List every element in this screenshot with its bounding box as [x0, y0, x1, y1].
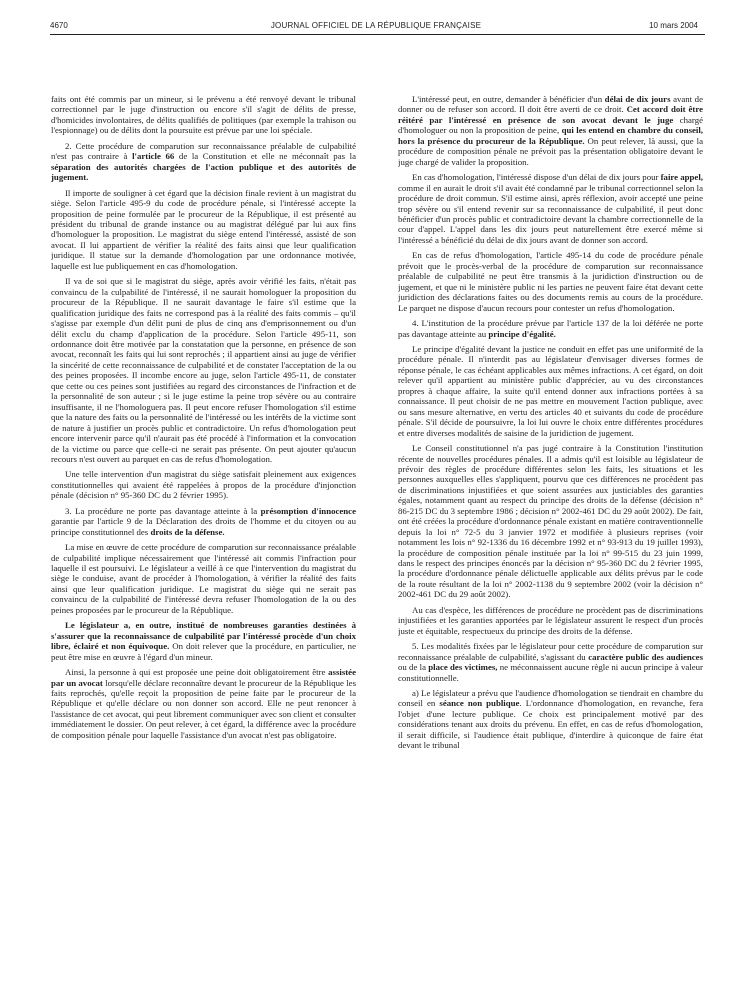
text-run: L'intéressé peut, en outre, demander à bénéficier d'un — [412, 94, 605, 104]
left-column — [51, 94, 356, 984]
text-run: Ainsi, la personne à qui est proposée une peine doit obligatoirement être — [65, 667, 329, 678]
bold-text: Cet accord doit être réitéré par l'intéressé en présence de son avocat devant le juge — [398, 104, 703, 125]
paragraph — [51, 188, 356, 272]
text-run: lorsqu'elle déclare reconnaître devant le procureur de la République les faits reprochés, qu'elle reçoit la proposition de peine faite par le procureur de la République et qu'elle déclare ou non donner son accord. Elle ne peut renoncer à l'assistance de cet avocat, qui peut librement communiquer avec son client et consulter immédiatement le dossier. On peut relever, à cet égard, la différence avec la procédure de composition pénale pour laquelle l'assistance d'un avocat n'est pas obligatoire. — [51, 677, 356, 740]
text-run: Le principe d'égalité devant la justice ne conduit en effet pas une uniformité de la procédure pénale. Il n'interdit pas au législateur d'envisager diverses formes de réponse pénale, le cas échéant applicables aux mêmes infractions. A cet égard, on doit relever qu'il appartient au ministère public d'apprécier, au vu des circonstances propres à chaque affaire, la suite qu'il entend donner aux infractions portées à sa connaissance. Il peut choisir de ne pas mettre en mouvement l'action publique, avec ou sans mesure alternative, en vertu des articles 40 et suivants du code de procédure pénale. S'il décide de poursuivre, la loi lui ouvre le choix entre différentes procédures et entre diverses modalités de saisine de la juridiction de jugement. — [398, 343, 703, 438]
text-run: En cas d'homologation, l'intéressé dispose d'un délai de dix jours pour — [412, 172, 661, 183]
paragraph — [398, 250, 703, 313]
text-run: chargé d'homologuer ou non la proposition de peine, — [398, 114, 703, 136]
bold-text: présomption d'innocence — [260, 505, 356, 516]
paragraph — [398, 344, 703, 438]
text-run: Une telle intervention d'un magistrat du siège satisfait pleinement aux exigences constitutionnelles qui avaient été rappelées à propos de la procédure d'injonction pénale (décision n° 95-360 DC du 2 février 1995). — [51, 469, 356, 501]
paragraph — [51, 141, 356, 183]
bold-text: qui les entend en chambre du conseil, hors la présence du procureur de la République. — [398, 125, 703, 146]
paragraph — [398, 641, 703, 683]
text-run: Il va de soi que si le magistrat du siège, après avoir vérifié les faits, n'était pas convaincu de la culpabilité de l'intéressé, il ne saurait homologuer la proposition du procureur de la République. Il ne saurait davantage le faire s'il estime que la qualification juridique des faits ne correspond pas à la réalité des faits commis – qu'il s'agisse par exemple d'un délit puni de plus de cinq ans d'emprisonnement ou d'un délit exclu du champ d'application de la procédure. Selon l'article 495-11, son ordonnance doit être motivée par la constatation que la personne, en présence de son avocat, reconnaît les faits qui lui sont reprochés ; il appartient ainsi au juge de vérifier la sincérité de cette reconnaissance de culpabilité et de constater l'acceptation de la ou des peines proposées. Il incombe encore au juge, selon l'article 495-11, de constater que cette ou ces peines sont justifiées au regard des circonstances de l'infraction et de la personnalité de son auteur ; si le juge estime la peine trop sévère ou au contraire insuffisante, il ne l'homologuera pas. Il peut encore refuser l'homologation s'il estime que la nature des faits ou la personnalité de l'intéressé ou les intérêts de la victime sont de nature à justifier un procès public et contradictoire. Un refus d'homologation peut encore intervenir parce qu'il n'aurait pas été procédé à l'information et la convocation de la victime ou parce que celle-ci ne serait pas présente. On peut ajouter qu'aucun recours n'est ouvert au parquet en cas de refus d'homologation. — [51, 276, 356, 464]
bold-text: l'article 66 — [132, 151, 175, 162]
bold-text: Le législateur a, en outre, institué de nombreuses garanties destinées à s'assurer que la reconnaissance de culpabilité par l'intéressé procède d'un choix libre, éclairé et non équivoque. — [51, 620, 356, 652]
paragraph — [51, 506, 356, 537]
paragraph — [51, 276, 356, 464]
bold-text: séance non publique — [439, 698, 520, 709]
bold-text: place des victimes, — [428, 662, 498, 673]
text-run: On peut relever, là aussi, que la procédure de composition pénale ne prévoit pas la présentation obligatoire devant le juge chargé de valider la proposition. — [398, 135, 703, 167]
paragraph — [398, 172, 703, 245]
bold-text: principe d'égalité. — [488, 328, 556, 339]
issue-date: 10 mars 2004 — [649, 21, 698, 30]
bold-text: droits de la défense. — [150, 526, 225, 537]
paragraph — [398, 94, 703, 167]
text-run: ne méconnaissent aucune règle ni aucun principe à valeur constitutionnelle. — [398, 662, 703, 683]
text-run: 2. Cette procédure de comparution sur reconnaissance préalable de culpabilité n'est pas contraire à — [51, 140, 356, 162]
text-run: Il importe de souligner à cet égard que la décision finale revient à un magistrat du siège. Selon l'article 495-9 du code de procédure pénale, si l'intéressé accepte la proposition de peine formulée par le procureur de la République, il est présenté au président du tribunal de grande instance ou au magistrat délégué par lui aux fins d'homologuer la proposition. Le magistrat du siège entend l'intéressé, assisté de son avocat. Il lui appartient de vérifier la réalité des faits ainsi que leur qualification juridique. Il statue sur la demande d'homologation par une ordonnance motivée, laquelle est lue publiquement en cas d'homologation. — [51, 187, 356, 271]
text-run: de la Constitution et elle ne méconnaît pas la — [174, 151, 356, 162]
text-run: 4. L'institution de la procédure prévue par l'article 137 de la loi déférée ne porte pas davantage atteinte au — [398, 318, 703, 339]
paragraph — [398, 688, 703, 751]
paragraph — [398, 605, 703, 636]
paragraph — [398, 318, 703, 339]
page-number: 4670 — [50, 21, 68, 30]
text-run: faits ont été commis par un mineur, si le prévenu a été renvoyé devant le tribunal correctionnel par le juge d'instruction ou encore s'il s'agit de délits de presse, d'homicides involontaires, de délits qualifiés de politiques (par exemple la trahison ou l'espionnage) ou de délits dont la poursuite est prévue par une loi spéciale. — [51, 94, 356, 136]
text-run: Au cas d'espèce, les différences de procédure ne procèdent pas de discriminations injustifiées et les garanties apportées par le législateur assurent le respect d'un procès juste et équitable, respectueux du principe des droits de la défense. — [398, 604, 703, 636]
right-column — [398, 94, 703, 984]
paragraph — [51, 94, 356, 136]
paragraph — [398, 443, 703, 600]
text-run: . L'ordonnance d'homologation, en revanche, fera l'objet d'une lecture publique. Ce choix est principalement motivé par des considérations tenant aux droits du prévenu. En effet, en cas de refus d'homologation, il serait difficile, si l'audience était publique, d'interdire à quiconque de faire état devant le tribunal — [398, 698, 703, 751]
text-run: garantie par l'article 9 de la Déclaration des droits de l'homme et du citoyen ou au principe constitutionnel des — [51, 516, 356, 537]
text-run: Le Conseil constitutionnel n'a pas jugé contraire à la Constitution l'institution récente de nouvelles procédures pénales. Il a admis qu'il est loisible au législateur de prévoir des règles de procédure différentes selon les faits, les situations et les personnes auxquelles elles s'appliquent, pourvu que ces différences ne procèdent pas de discriminations injustifiées et que soient assurées aux justiciables des garanties égales, notamment quant au respect du principe des droits de la défense (décision n° 86-215 DC du 3 septembre 1986 ; décision n° 2002-461 DC du 29 août 2002). De fait, ont été créées la procédure d'ordonnance pénale existant en matière contraventionnelle depuis la loi n° 72-5 du 3 janvier 1972 et modifiée à plusieurs reprises (voir notamment les lois n° 92-1336 du 16 décembre 1992 et n° 93-913 du 19 juillet 1993), la procédure de composition pénale instituée par la loi n° 99-515 du 23 juin 1999, dans le respect des principes énoncés par la décision n° 95-360 DC du 2 février 1995, la procédure d'ordonnance pénale délictuelle applicable aux délits prévus par le code de la route résultant de la loi n° 2002-1138 du 9 septembre 2002 (voir la décision n° 2002-461 DC du 29 août 2002). — [398, 443, 703, 600]
journal-title: JOURNAL OFFICIEL DE LA RÉPUBLIQUE FRANÇAISE — [270, 21, 482, 30]
text-run: comme il en aurait le droit s'il avait été condamné par le tribunal correctionnel selon la procédure de droit commun. S'il estime ainsi, après réflexion, avoir accepté une peine trop sévère ou s'il entend revenir sur sa reconnaissance de culpabilité, il peut donc bénéficier d'un procès public et contradictoire devant la chambre correctionnelle de la cour d'appel. L'appel dans les dix jours peut naturellement être exercé même si l'intéressé a bénéficié du délai de dix jours avant de donner son accord. — [398, 182, 703, 245]
text-run: ou de la — [398, 662, 429, 673]
bold-text: séparation des autorités chargées de l'action publique et des autorités de jugement. — [51, 161, 356, 183]
paragraph — [51, 620, 356, 662]
text-run: 3. La procédure ne porte pas davantage atteinte à la — [65, 505, 261, 516]
paragraph — [51, 469, 356, 500]
paragraph — [51, 667, 356, 740]
text-run: 5. Les modalités fixées par le législateur pour cette procédure de comparution sur reconnaissance préalable de culpabilité, s'agissant du — [398, 641, 703, 662]
bold-text: délai de dix jours — [604, 94, 671, 104]
bold-text: caractère public des audiences — [588, 651, 703, 662]
bold-text: faire appel, — [660, 172, 703, 183]
text-run: En cas de refus d'homologation, l'article 495-14 du code de procédure pénale prévoit que le procès-verbal de la procédure de comparution sur reconnaissance préalable de culpabilité ne peut être transmis à la juridiction d'instruction ou de jugement, et que ni le ministère public ni les parties ne peuvent faire état devant cette juridiction des déclarations faites ou des documents remis au cours de la procédure. Le parquet ne dispose d'aucun recours pour contester un refus d'homologation. — [398, 250, 703, 313]
text-run: a) Le législateur a prévu que l'audience d'homologation se tiendrait en chambre du conseil en — [398, 688, 703, 709]
header-rule — [50, 34, 705, 35]
text-run: On doit relever que la procédure, en particulier, ne peut être mise en œuvre à l'égard d'un mineur. — [51, 641, 356, 662]
text-run: avant de donner ou de refuser son accord. Il doit être averti de ce droit. — [398, 94, 703, 115]
paragraph — [51, 542, 356, 615]
bold-text: assistée par un avocat — [51, 667, 356, 688]
text-run: La mise en œuvre de cette procédure de comparution sur reconnaissance préalable de culpabilité implique nécessairement que l'intéressé ait commis l'infraction pour laquelle il est poursuivi. Le législateur a veillé à ce que l'intervention du magistrat du siège le conduise, avant de procéder à l'homologation, à vérifier la réalité des faits ainsi que leur qualification juridique. Le magistrat du siège qui ne serait pas convaincu de la culpabilité de l'intéressé devra refuser l'homologation de la ou des peines proposées par le procureur de la République. — [51, 542, 356, 615]
